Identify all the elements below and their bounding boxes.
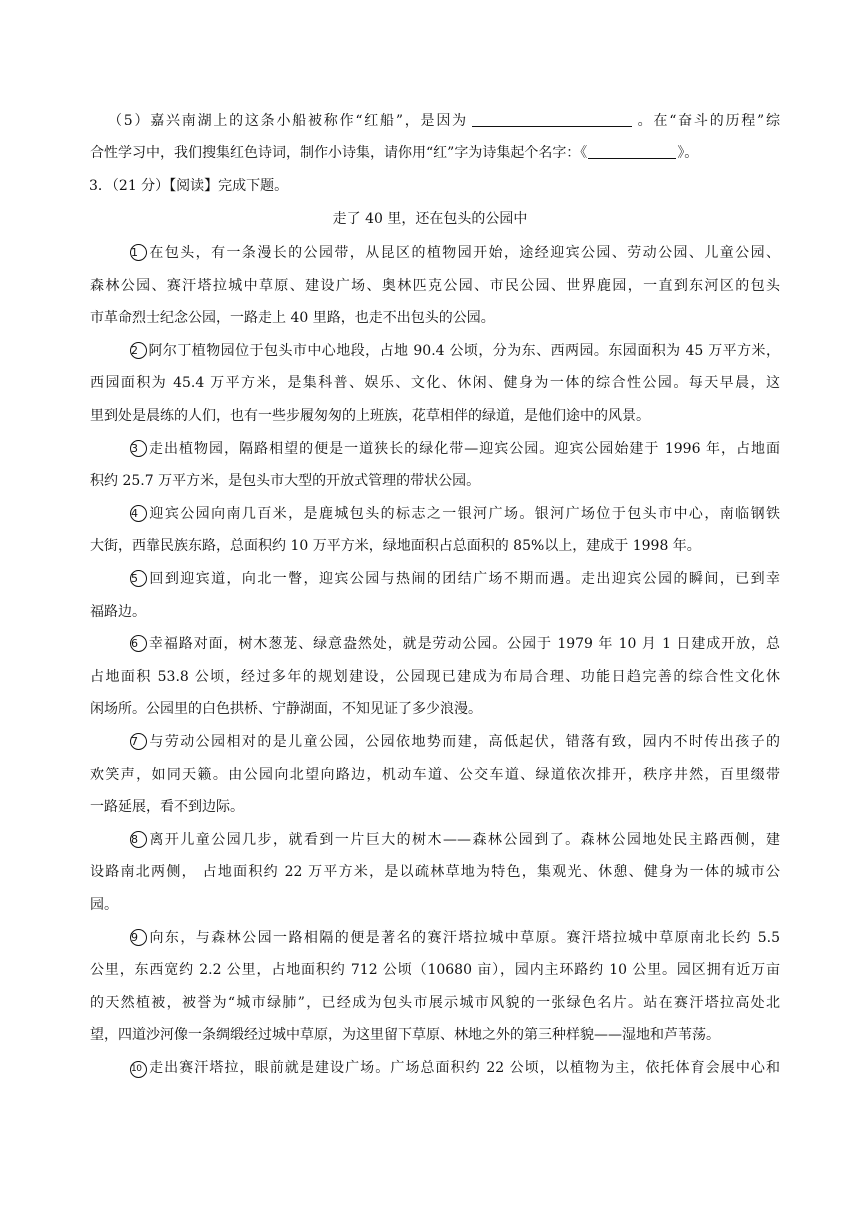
article-title: 走了 40 里，还在包头的公园中 xyxy=(332,211,528,227)
paragraph-number-10: 10 xyxy=(130,1061,147,1078)
paragraph-text: 积约 25.7 万平方米，是包头市大型的开放式管理的带状公园。 xyxy=(90,473,481,489)
q5-text-part2: 。在“奋斗的历程”综 xyxy=(635,113,780,129)
paragraph-4-line-1 xyxy=(130,504,780,524)
q5-answer-blank-1[interactable] xyxy=(472,112,632,127)
paragraph-6-line-2 xyxy=(90,667,780,687)
paragraph-number-1: 1 xyxy=(130,244,147,261)
paragraph-9-line-2 xyxy=(90,960,780,980)
paragraph-text: 迎宾公园向南几百米，是鹿城包头的标志之一银河广场。银河广场位于包头市中心，南临钢铁 xyxy=(148,506,780,522)
paragraph-text: 走出植物园，隔路相望的便是一道狭长的绿化带—迎宾公园。迎宾公园始建于 1996 年，占地面 xyxy=(148,441,780,457)
paragraph-5-line-2 xyxy=(90,602,780,622)
paragraph-text: 阿尔丁植物园位于包头市中心地段，占地 90.4 公顷，分为东、西两园。东园面积为 45 万平方米， xyxy=(148,343,780,359)
paragraph-9-line-3 xyxy=(90,993,780,1013)
paragraph-text: 闲场所。公园里的白色拱桥、宁静湖面，不知见证了多少浪漫。 xyxy=(90,701,482,717)
paragraph-text: 幸福路对面，树木葱茏、绿意盎然处，就是劳动公园。公园于 1979 年 10 月 1 日建成开放，总 xyxy=(148,636,780,652)
paragraph-2-line-2 xyxy=(90,373,780,393)
q5-text-line2-pre: 合性学习中，我们搜集红色诗词，制作小诗集，请你用“红”字为诗集起个名字：《 xyxy=(90,145,588,161)
paragraph-text: 公里，东西宽约 2.2 公里，占地面积约 712 公顷（10680 亩），园内主环路约 10 公里。园区拥有近万亩 xyxy=(90,962,780,978)
paragraph-9-line-1 xyxy=(130,928,780,948)
paragraph-2-line-1 xyxy=(130,341,780,361)
q3-number: 3． xyxy=(89,178,112,194)
paragraph-text: 在包头，有一条漫长的公园带，从昆区的植物园开始，途经迎宾公园、劳动公园、儿童公园、 xyxy=(148,245,780,261)
q5-text-line2-post: 》。 xyxy=(677,145,699,161)
paragraph-number-9: 9 xyxy=(130,929,147,946)
paragraph-2-line-3 xyxy=(90,406,780,426)
q3-header-text: （21 分）【阅读】完成下题。 xyxy=(111,178,289,194)
paragraph-number-7: 7 xyxy=(130,733,147,750)
paragraph-text: 福路边。 xyxy=(90,604,146,620)
paragraph-1-line-3 xyxy=(90,308,780,328)
paragraph-text: 望，四道沙河像一条绸缎经过城中草原，为这里留下草原、林地之外的第三种样貌——湿地和芦苇荡。 xyxy=(90,1027,720,1043)
paragraph-7-line-3 xyxy=(90,797,780,817)
paragraph-text: 欢笑声，如同天籁。由公园向北望向路边，机动车道、公交车道、绿道依次排开，秩序井然，百里缀带 xyxy=(90,767,780,783)
paragraph-text: 回到迎宾道，向北一瞥，迎宾公园与热闹的团结广场不期而遇。走出迎宾公园的瞬间，已到幸 xyxy=(148,571,780,587)
paragraph-number-3: 3 xyxy=(130,440,147,457)
paragraph-8-line-3 xyxy=(90,895,780,915)
q5-answer-blank-2[interactable] xyxy=(588,144,676,159)
q3-header xyxy=(89,176,779,196)
paragraph-text: 与劳动公园相对的是儿童公园，公园依地势而建，高低起伏，错落有致，园内不时传出孩子的 xyxy=(148,734,780,750)
paragraph-10-line-1 xyxy=(130,1058,780,1078)
paragraph-number-4: 4 xyxy=(130,505,147,522)
paragraph-8-line-2 xyxy=(90,862,780,882)
paragraph-text: 的天然植被，被誉为“城市绿肺”，已经成为包头市展示城市风貌的一张绿色名片。站在赛汗塔拉高处北 xyxy=(90,995,780,1011)
paragraph-9-line-4 xyxy=(90,1025,780,1045)
q5-text-part1: （5）嘉兴南湖上的这条小船被称作“红船”，是因为 xyxy=(108,113,468,129)
paragraph-text: 走出赛汗塔拉，眼前就是建设广场。广场总面积约 22 公顷，以植物为主，依托体育会展中心和 xyxy=(148,1060,780,1076)
paragraph-text: 西园面积为 45.4 万平方米，是集科普、娱乐、文化、休闲、健身为一体的综合性公园。每天早晨，这 xyxy=(90,375,780,391)
paragraph-number-2: 2 xyxy=(130,342,147,359)
paragraph-8-line-1 xyxy=(130,830,780,850)
paragraph-1-line-1 xyxy=(130,243,780,263)
q5-line-2 xyxy=(90,143,780,163)
paragraph-7-line-1 xyxy=(130,732,780,752)
paragraph-text: 设路南北两侧， 占地面积约 22 万平方米，是以疏林草地为特色，集观光、休憩、健身为一体的城市公 xyxy=(90,864,780,880)
paragraph-text: 一路延展，看不到边际。 xyxy=(90,799,244,815)
paragraph-3-line-2 xyxy=(90,471,780,491)
paragraph-text: 园。 xyxy=(90,897,118,913)
paragraph-5-line-1 xyxy=(130,569,780,589)
paragraph-text: 里到处是晨练的人们，也有一些步履匆匆的上班族，花草相伴的绿道，是他们途中的风景。 xyxy=(90,408,650,424)
paragraph-number-5: 5 xyxy=(130,570,147,587)
paragraph-7-line-2 xyxy=(90,765,780,785)
paragraph-6-line-1 xyxy=(130,634,780,654)
paragraph-text: 离开儿童公园几步，就看到一片巨大的树木——森林公园到了。森林公园地处民主路西侧，建 xyxy=(148,832,780,848)
paragraph-text: 大街，西靠民族东路，总面积约 10 万平方米，绿地面积占总面积的 85%以上，建成于 1998 年。 xyxy=(90,538,701,554)
paragraph-text: 占地面积 53.8 公顷，经过多年的规划建设，公园现已建成为布局合理、功能日趋完善的综合性文化休 xyxy=(90,669,780,685)
paragraph-text: 市革命烈士纪念公园，一路走上 40 里路，也走不出包头的公园。 xyxy=(90,310,495,326)
paragraph-1-line-2 xyxy=(90,276,780,296)
paragraph-number-8: 8 xyxy=(130,831,147,848)
paragraph-4-line-2 xyxy=(90,536,780,556)
q5-line-1 xyxy=(90,111,780,131)
paragraph-6-line-3 xyxy=(90,699,780,719)
paragraph-number-6: 6 xyxy=(130,635,147,652)
paragraph-text: 森林公园、赛汗塔拉城中草原、建设广场、奥林匹克公园、市民公园、世界鹿园，一直到东河区的包头 xyxy=(90,278,780,294)
paragraph-text: 向东，与森林公园一路相隔的便是著名的赛汗塔拉城中草原。赛汗塔拉城中草原南北长约 5.5 xyxy=(148,930,780,946)
paragraph-3-line-1 xyxy=(130,439,780,459)
